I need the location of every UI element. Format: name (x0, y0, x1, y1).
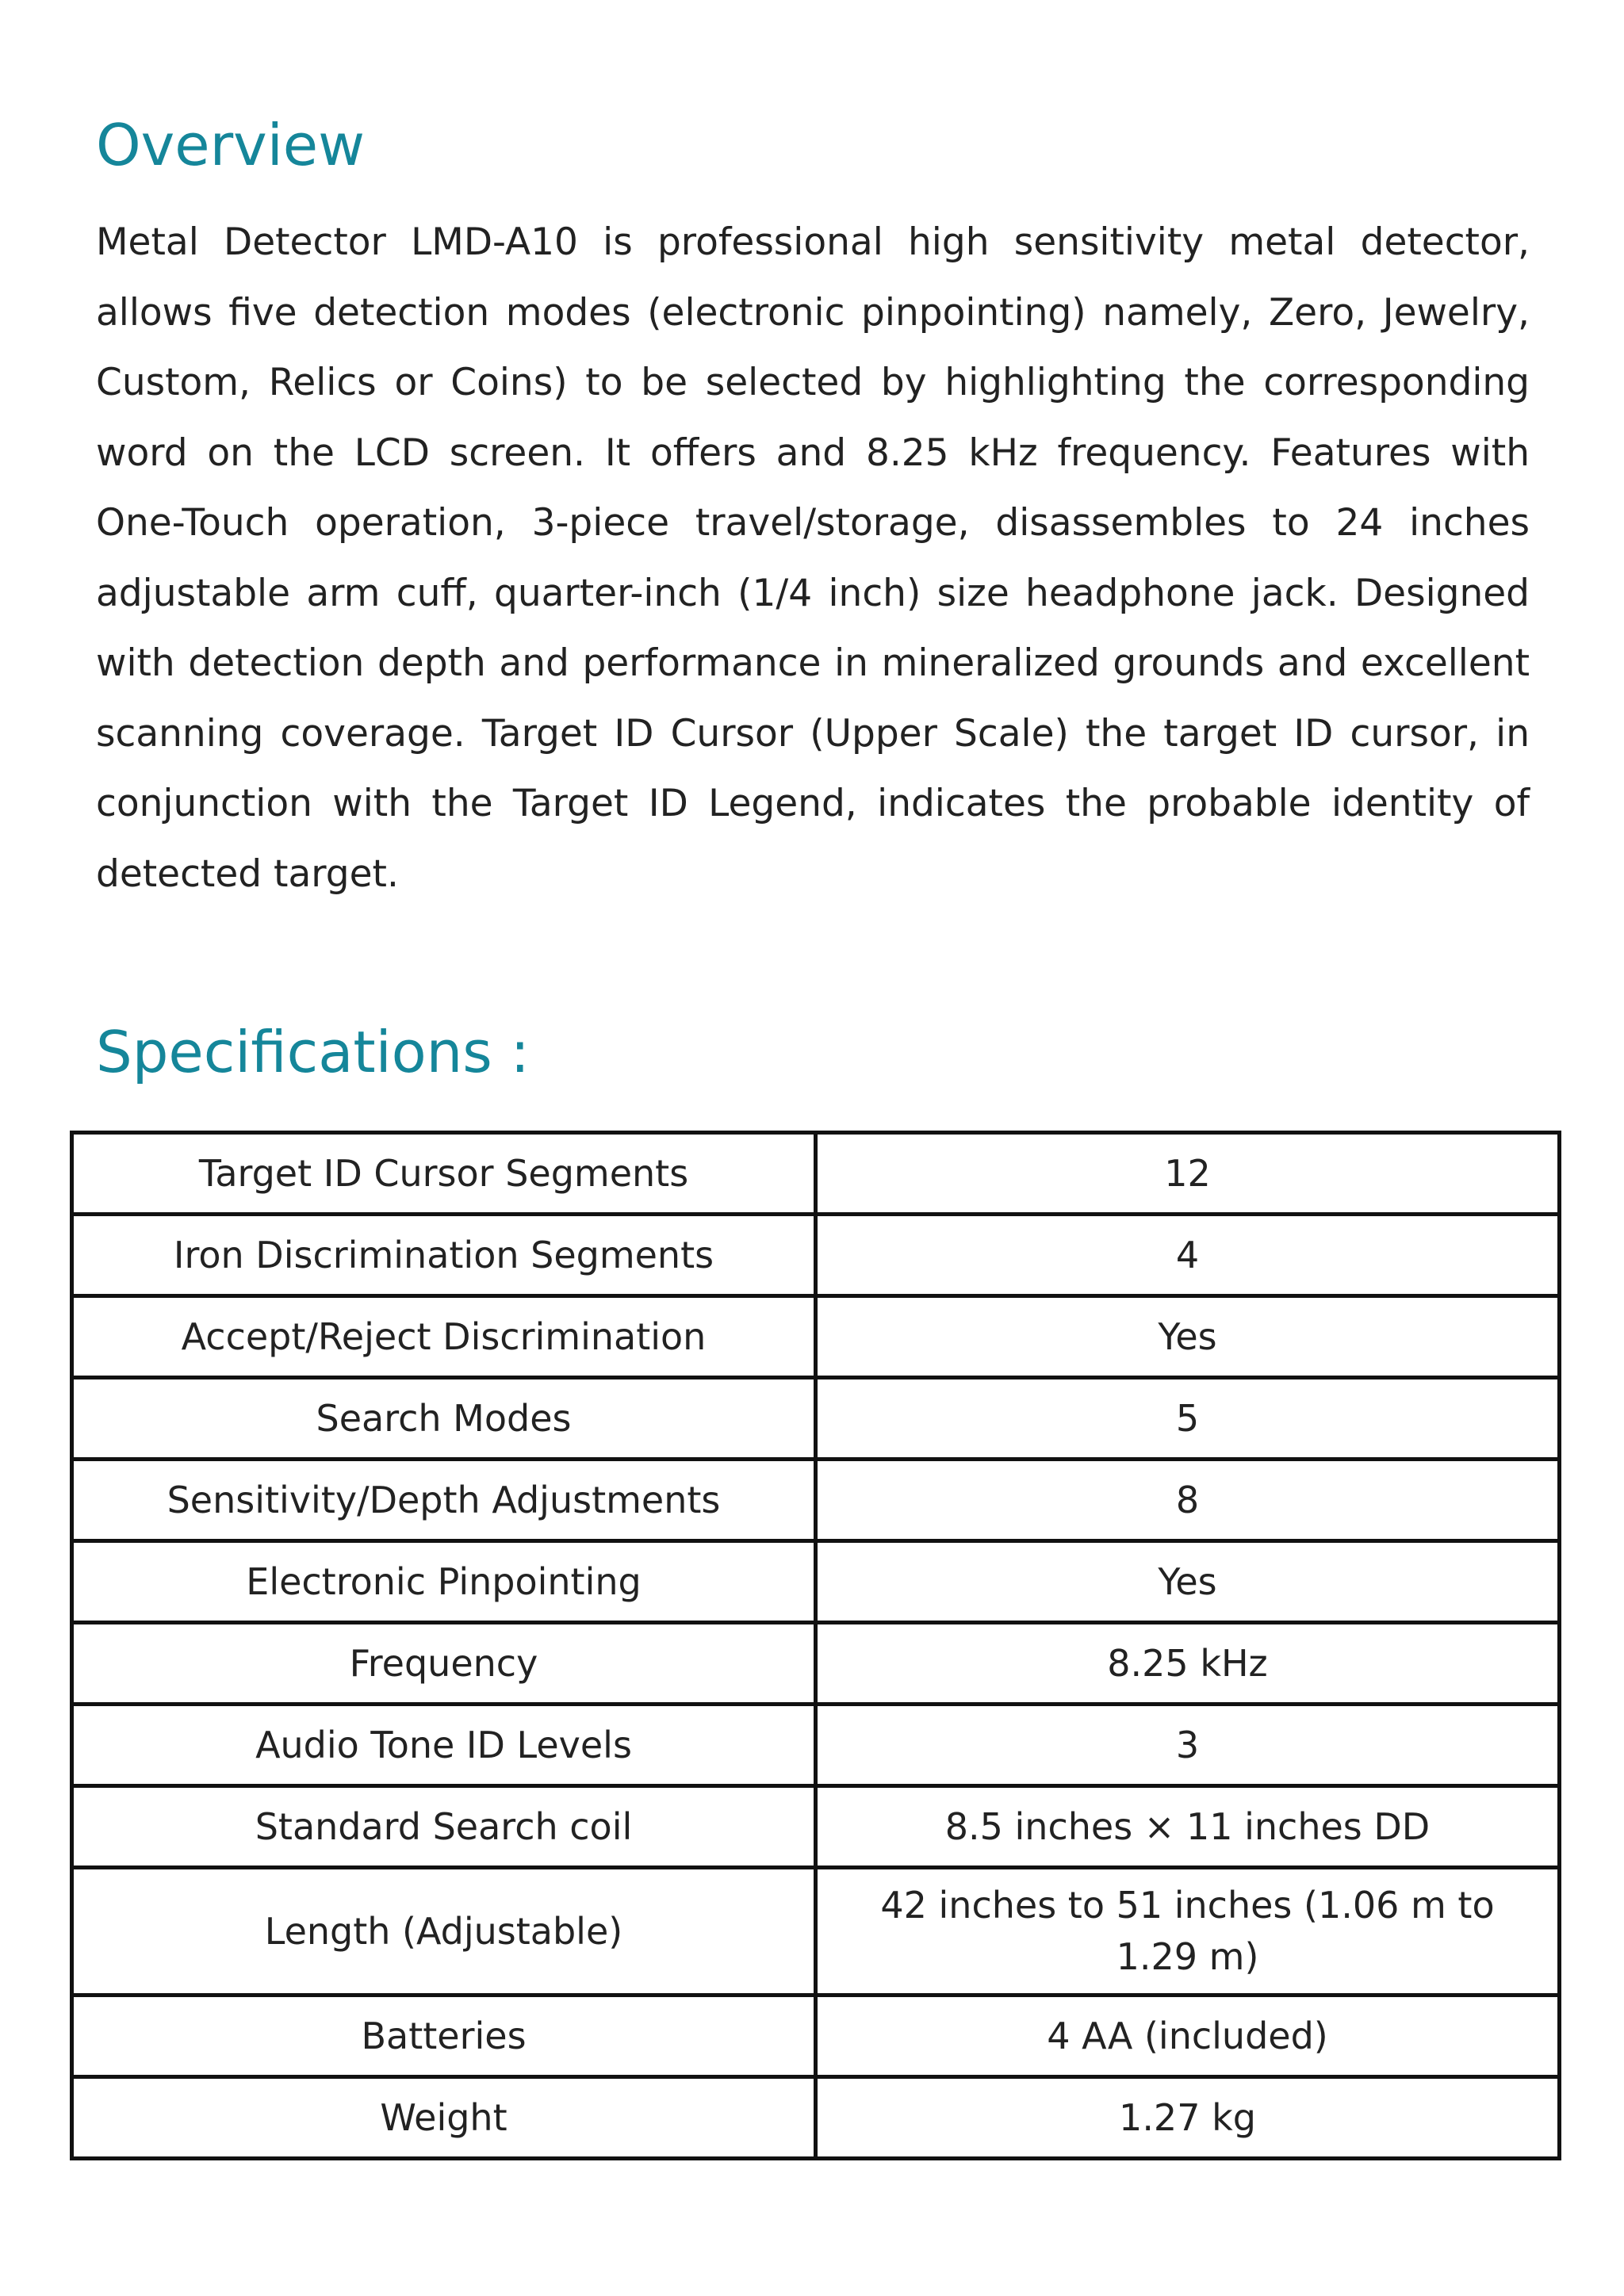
table-row (72, 1705, 1560, 1786)
table-row (72, 2077, 1560, 2159)
spec-value: 42 inches to 51 inches (1.06 m to 1.29 m) (816, 1868, 1560, 1996)
spec-label: Iron Discrimination Segments (72, 1215, 816, 1296)
specifications-table (70, 1131, 1561, 2160)
spec-label: Frequency (72, 1623, 816, 1705)
spec-value: 4 (816, 1215, 1560, 1296)
table-row (72, 1786, 1560, 1868)
table-row (72, 1133, 1560, 1215)
table-row (72, 1868, 1560, 1996)
spec-value: 3 (816, 1705, 1560, 1786)
spec-label: Search Modes (72, 1378, 816, 1460)
spec-label: Sensitivity/Depth Adjustments (72, 1460, 816, 1541)
table-row (72, 1623, 1560, 1705)
spec-label: Length (Adjustable) (72, 1868, 816, 1996)
spec-value: Yes (816, 1296, 1560, 1378)
spec-label: Electronic Pinpointing (72, 1541, 816, 1623)
table-row (72, 1215, 1560, 1296)
spec-value: 4 AA (included) (816, 1996, 1560, 2077)
spec-value: 8.5 inches × 11 inches DD (816, 1786, 1560, 1868)
table-row (72, 1460, 1560, 1541)
spec-label: Audio Tone ID Levels (72, 1705, 816, 1786)
spec-label: Target ID Cursor Segments (72, 1133, 816, 1215)
spec-label: Weight (72, 2077, 816, 2159)
spec-value: Yes (816, 1541, 1560, 1623)
overview-heading: Overview (96, 112, 365, 178)
spec-value: 5 (816, 1378, 1560, 1460)
specifications-heading: Specifications : (96, 1019, 530, 1085)
spec-label: Batteries (72, 1996, 816, 2077)
table-row (72, 1296, 1560, 1378)
spec-value: 1.27 kg (816, 2077, 1560, 2159)
table-row (72, 1996, 1560, 2077)
spec-label: Standard Search coil (72, 1786, 816, 1868)
table-row (72, 1378, 1560, 1460)
spec-value: 8.25 kHz (816, 1623, 1560, 1705)
table-row (72, 1541, 1560, 1623)
spec-value: 12 (816, 1133, 1560, 1215)
spec-value: 8 (816, 1460, 1560, 1541)
overview-paragraph: Metal Detector LMD-A10 is professional high sensitivity metal detector, allows five detection modes (electronic pinpointing) namely, Zero, Jewelry, Custom, Relics or Coins) to be selected by highlighting the corresponding word on the LCD screen. It offers and 8.25 kHz frequency. Features with One-Touch operation, 3-piece travel/storage, disassembles to 24 inches adjustable arm cuff, quarter-inch (1/4 inch) size headphone jack. Designed with detection depth and performance in mineralized grounds and excellent scanning coverage. Target ID Cursor (Upper Scale) the target ID cursor, in conjunction with the Target ID Legend, indicates the probable identity of detected target. (96, 220, 1530, 896)
spec-label: Accept/Reject Discrimination (72, 1296, 816, 1378)
